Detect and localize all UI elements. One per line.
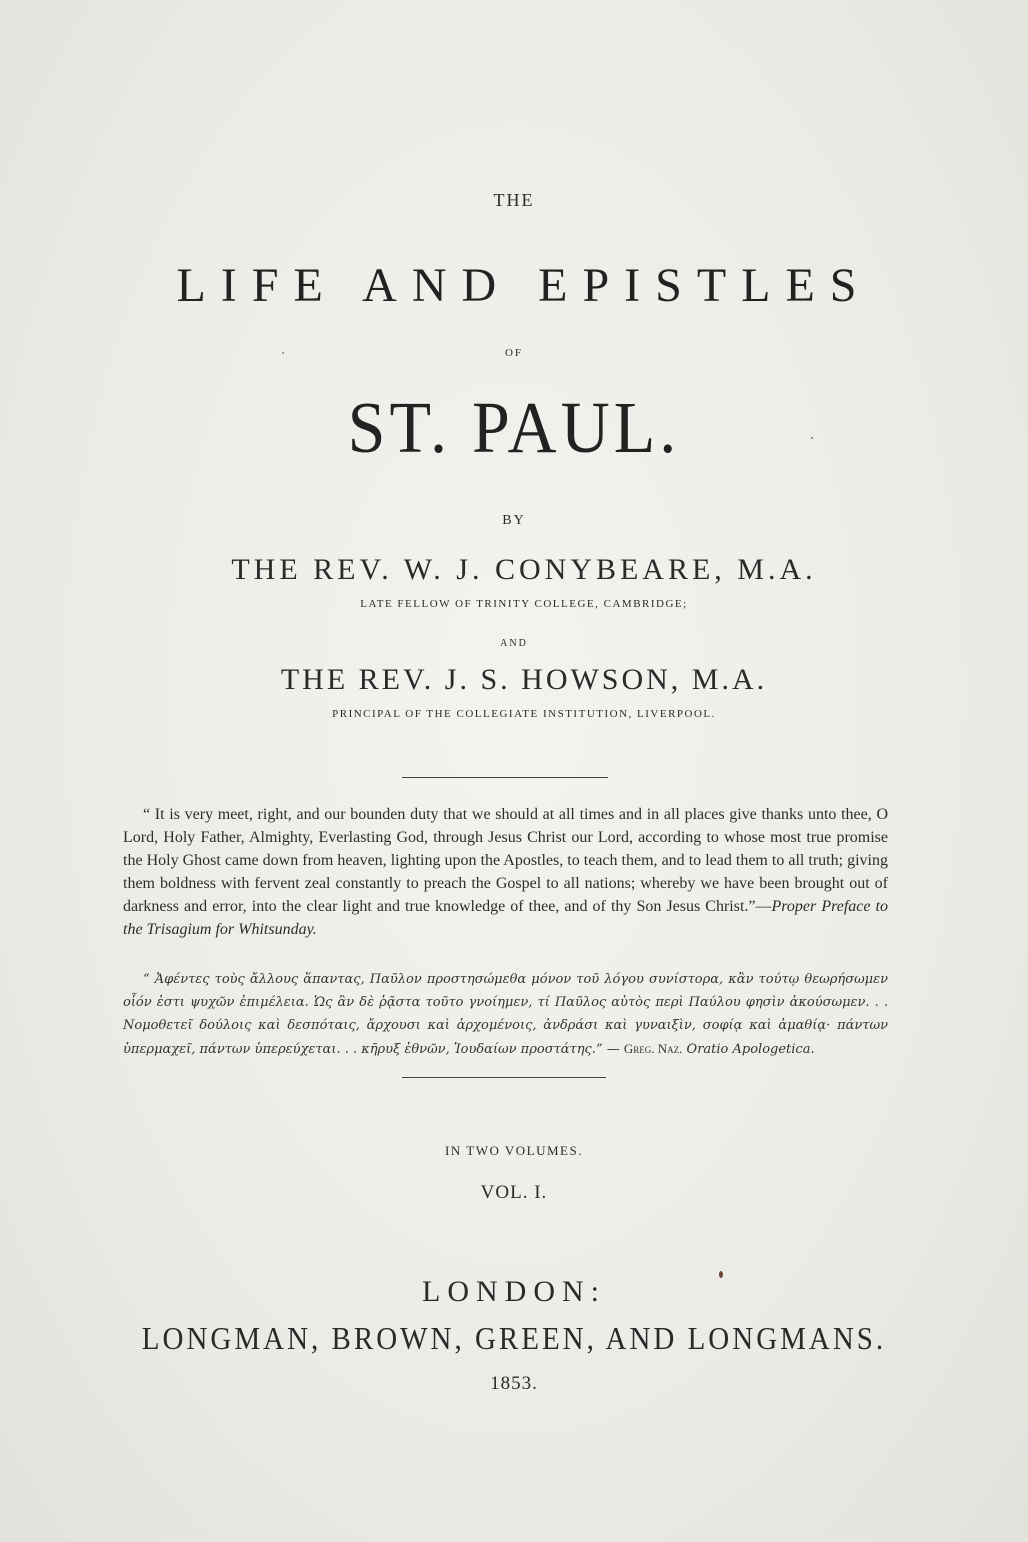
volumes-note: IN TWO VOLUMES. <box>445 1143 583 1158</box>
publication-city: LONDON: <box>422 1275 606 1308</box>
publisher-name: LONGMAN, BROWN, GREEN, AND LONGMANS. <box>141 1321 887 1357</box>
epigraph-english <box>123 803 888 941</box>
divider-rule-bottom <box>402 1077 606 1078</box>
epigraph-english-source: Proper Preface to the Trisagium for Whitsunday. <box>123 898 888 938</box>
paper-blemish <box>719 1271 723 1278</box>
paper-blemish <box>282 352 284 354</box>
epigraph-english-text: “ It is very meet, right, and our bounden duty that we should at all times and in all places give thanks unto thee, O Lord, Holy Father, Almighty, Everlasting God, through Jesus Christ our Lord, according to whose most true promise the Holy Ghost came down from heaven, lighting upon the Apostles, to teach them, and to lead them to all truth; giving them boldness with fervent zeal constantly to preach the Gospel to all nations; whereby we have been brought out of darkness and error, into the clear light and true knowledge of thee, and of thy Son Jesus Christ.”— <box>123 806 888 915</box>
title-of: OF <box>504 347 524 359</box>
divider-rule-top <box>402 777 608 778</box>
author-1-name: THE REV. W. J. CONYBEARE, M.A. <box>231 553 817 586</box>
and-separator: AND <box>500 638 528 649</box>
volume-number: VOL. I. <box>480 1182 548 1203</box>
epigraph-greek-author: Greg. Naz. <box>623 1041 683 1056</box>
epigraph-greek-source: Oratio Apologetica. <box>686 1042 815 1057</box>
publication-year: 1853. <box>490 1373 538 1394</box>
main-title: LIFE AND EPISTLES <box>176 259 872 312</box>
author-1-affiliation: LATE FELLOW OF TRINITY COLLEGE, CAMBRIDGE; <box>360 598 688 610</box>
author-2-name: THE REV. J. S. HOWSON, M.A. <box>280 663 768 696</box>
title-article: THE <box>493 190 535 210</box>
epigraph-greek-text: “ Ἀφέντες τοὺς ἄλλους ἅπαντας, Παῦλον προστησώμεθα μόνον τοῦ λόγου συνίστορα, κἂν τούτῳ θεωρήσωμεν οἷόν ἐστι ψυχῶν ἐπιμέλεια. Ὡς ἂν δὲ ῥᾷστα τοῦτο γνοίημεν, τί Παῦλος αὐτὸς περὶ Παύλου φησὶν ἀκούσωμεν. . . Νομοθετεῖ δούλοις καὶ δεσπόταις, ἄρχουσι καὶ ἀρχομένοις, ἀνδράσι καὶ γυναιξὶν, σοφίᾳ καὶ ἀμαθίᾳ· πάντων ὑπερμαχεῖ, πάντων ὑπερεύχεται. . . κῆρυξ ἐθνῶν, Ἰουδαίων προστάτης.” — <box>123 972 888 1057</box>
by-line: BY <box>502 513 526 528</box>
paper-blemish <box>811 437 813 439</box>
epigraph-greek <box>123 968 888 1061</box>
author-2-affiliation: PRINCIPAL OF THE COLLEGIATE INSTITUTION, LIVERPOOL. <box>332 708 716 720</box>
subject-title: ST. PAUL. <box>347 385 681 468</box>
